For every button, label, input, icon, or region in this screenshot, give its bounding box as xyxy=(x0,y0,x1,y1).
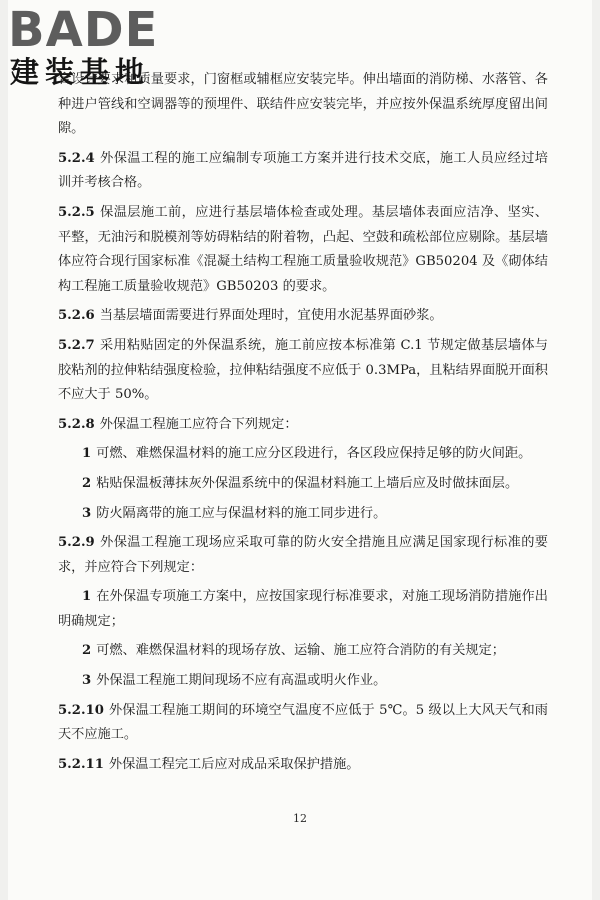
clause-text: 外保温工程施工现场应采取可靠的防火安全措施且应满足国家现行标准的要求，并应符合下列规定： xyxy=(58,535,548,575)
item-text: 外保温工程施工期间现场不应有高温或明火作业。 xyxy=(96,673,387,689)
paragraph-continued xyxy=(58,68,548,142)
item-number: 1 xyxy=(82,589,92,605)
clause-text: 保温层施工前，应进行基层墙体检查或处理。基层墙体表面应洁净、坚实、平整，无油污和脱模剂等妨碍粘结的附着物，凸起、空鼓和疏松部位应剔除。基层墙体应符合现行国家标准《混凝土结构工程施工质量验收规范》GB50204 及《砌体结构工程施工质量验收规范》GB50203 的要求。 xyxy=(58,204,548,294)
item-number: 3 xyxy=(82,505,92,521)
page-edge-right xyxy=(592,0,600,900)
item-text: 防火隔离带的施工应与保温材料的施工同步进行。 xyxy=(96,505,387,521)
clause-text: 采用粘贴固定的外保温系统，施工前应按本标准第 C.1 节规定做基层墙体与胶粘剂的拉伸粘结强度检验，拉伸粘结强度不应低于 0.3MPa，且粘结界面脱开面积不应大于 50%。 xyxy=(58,337,548,403)
clause-number: 5.2.11 xyxy=(58,756,104,772)
clause-number: 5.2.6 xyxy=(58,308,95,324)
item-number: 2 xyxy=(82,475,92,491)
item-number: 2 xyxy=(82,643,92,659)
clause-text: 当基层墙面需要进行界面处理时，宜使用水泥基界面砂浆。 xyxy=(99,308,443,324)
clause-5-2-5 xyxy=(58,201,548,299)
clause-5-2-7 xyxy=(58,334,548,408)
clause-5-2-8 xyxy=(58,413,548,438)
logo-wordmark: BADE xyxy=(8,2,159,58)
clause-5-2-8-item-3 xyxy=(58,502,548,527)
clause-number: 5.2.7 xyxy=(58,337,95,353)
clause-5-2-4 xyxy=(58,147,548,196)
item-number: 1 xyxy=(82,446,92,462)
paragraph-text: 合设计要求和质量要求，门窗框或辅框应安装完毕。伸出墙面的消防梯、水落管、各种进户管线和空调器等的预埋件、联结件应安装完毕，并应按外保温系统厚度留出间隙。 xyxy=(58,72,548,137)
item-text: 粘贴保温板薄抹灰外保温系统中的保温材料施工上墙后应及时做抹面层。 xyxy=(96,475,519,491)
clause-5-2-9 xyxy=(58,531,548,580)
clause-5-2-10 xyxy=(58,699,548,748)
clause-5-2-8-item-1 xyxy=(58,442,548,467)
page-edge-left xyxy=(0,0,8,900)
item-text: 可燃、难燃保温材料的现场存放、运输、施工应符合消防的有关规定； xyxy=(96,643,505,659)
item-text: 在外保温专项施工方案中，应按国家现行标准要求，对施工现场消防措施作出明确规定； xyxy=(58,589,548,629)
clause-number: 5.2.8 xyxy=(58,416,95,432)
clause-number: 5.2.4 xyxy=(58,150,95,166)
clause-number: 5.2.9 xyxy=(58,535,95,551)
clause-5-2-9-item-2 xyxy=(58,639,548,664)
clause-5-2-9-item-1 xyxy=(58,585,548,634)
clause-5-2-11 xyxy=(58,753,548,778)
logo-chinese-name: 建装基地 xyxy=(10,55,151,89)
clause-text: 外保温工程施工应符合下列规定： xyxy=(99,416,298,432)
item-text: 可燃、难燃保温材料的施工应分区段进行，各区段应保持足够的防火间距。 xyxy=(96,446,532,462)
clause-5-2-9-item-3 xyxy=(58,669,548,694)
clause-number: 5.2.10 xyxy=(58,702,104,718)
clause-5-2-6 xyxy=(58,304,548,329)
clause-text: 外保温工程的施工应编制专项施工方案并进行技术交底，施工人员应经过培训并考核合格。 xyxy=(58,150,548,191)
clause-text: 外保温工程施工期间的环境空气温度不应低于 5℃。5 级以上大风天气和雨天不应施工。 xyxy=(58,702,548,743)
item-number: 3 xyxy=(82,673,92,689)
clause-number: 5.2.5 xyxy=(58,204,95,220)
clause-5-2-8-item-2 xyxy=(58,472,548,497)
document-body xyxy=(58,68,548,782)
page-number: 12 xyxy=(293,812,307,825)
clause-text: 外保温工程完工后应对成品采取保护措施。 xyxy=(108,756,360,772)
